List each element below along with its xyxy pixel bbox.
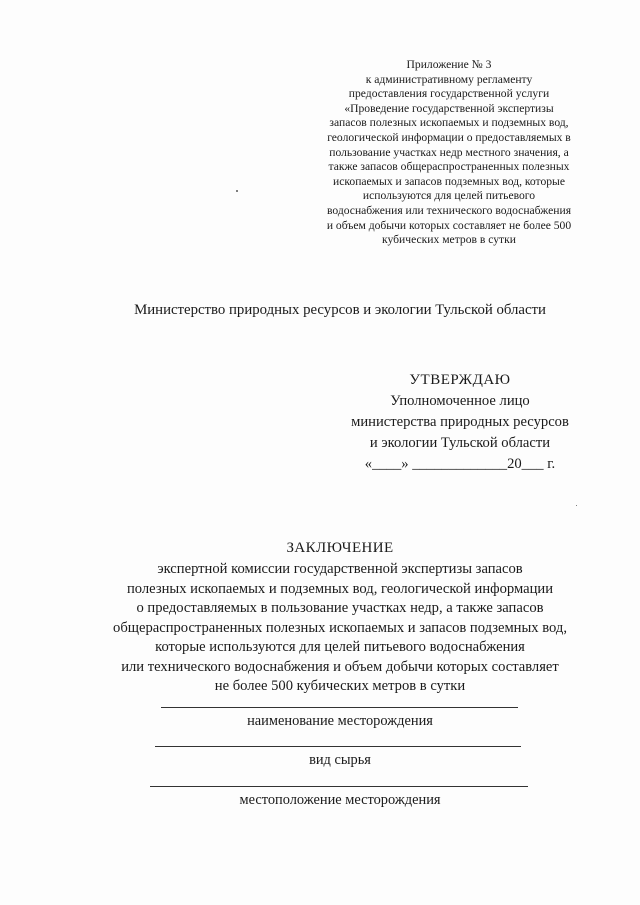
- approve-line: и экологии Тульской области: [369, 435, 551, 451]
- scan-speck: [576, 505, 577, 506]
- conclusion-line: экспертной комиссии государственной экспертизы запасов: [157, 561, 523, 577]
- appendix-line: геологической информации о предоставляемых в: [327, 130, 571, 144]
- appendix-line: используются для целей питьевого: [362, 189, 536, 203]
- deposit-name-line: [161, 707, 518, 708]
- appendix-line: «Проведение государственной экспертизы: [344, 101, 554, 115]
- approve-line: Уполномоченное лицо: [390, 393, 530, 409]
- conclusion-title: ЗАКЛЮЧЕНИЕ: [286, 540, 394, 556]
- conclusion-line: полезных ископаемых и подземных вод, геологической информации: [126, 580, 554, 597]
- raw-material-caption: вид сырья: [309, 752, 371, 768]
- conclusion-line: или технического водоснабжения и объем добычи которых составляет: [121, 658, 559, 675]
- appendix-line: Приложение № 3: [406, 58, 492, 71]
- raw-material-line: [155, 746, 521, 747]
- appendix-line: пользование участках недр местного значения, а: [329, 145, 569, 159]
- appendix-line: кубических метров в сутки: [382, 233, 516, 247]
- deposit-location-caption: местоположение месторождения: [239, 792, 441, 808]
- appendix-line: и объем добычи которых составляет не более 500: [326, 218, 572, 232]
- deposit-name-caption: наименование месторождения: [247, 713, 433, 729]
- appendix-header: [300, 58, 598, 248]
- approve-line: министерства природных ресурсов: [351, 414, 569, 430]
- appendix-line: запасов полезных ископаемых и подземных вод,: [329, 116, 569, 130]
- appendix-line: к административному регламенту: [365, 72, 533, 86]
- conclusion-block: [0, 536, 640, 697]
- appendix-line: ископаемых и запасов подземных вод, которые: [333, 174, 565, 188]
- appendix-line: также запасов общераспространенных полезных: [328, 160, 570, 174]
- ministry-name: Министерство природных ресурсов и экологии Тульской области: [134, 302, 546, 318]
- approve-date: «____» _____________20___ г.: [364, 456, 556, 472]
- scan-speck: [236, 190, 238, 192]
- deposit-location-line: [150, 786, 528, 787]
- conclusion-line: о предоставляемых в пользование участках недр, а также запасов: [136, 600, 544, 616]
- approval-block: [330, 370, 590, 475]
- conclusion-line: которые используются для целей питьевого водоснабжения: [155, 639, 525, 655]
- appendix-line: водоснабжения или технического водоснабжения: [326, 203, 572, 217]
- conclusion-line: не более 500 кубических метров в сутки: [214, 678, 466, 694]
- appendix-line: предоставления государственной услуги: [348, 87, 550, 101]
- conclusion-line: общераспространенных полезных ископаемых и запасов подземных вод,: [113, 619, 567, 636]
- approve-title: УТВЕРЖДАЮ: [409, 372, 511, 388]
